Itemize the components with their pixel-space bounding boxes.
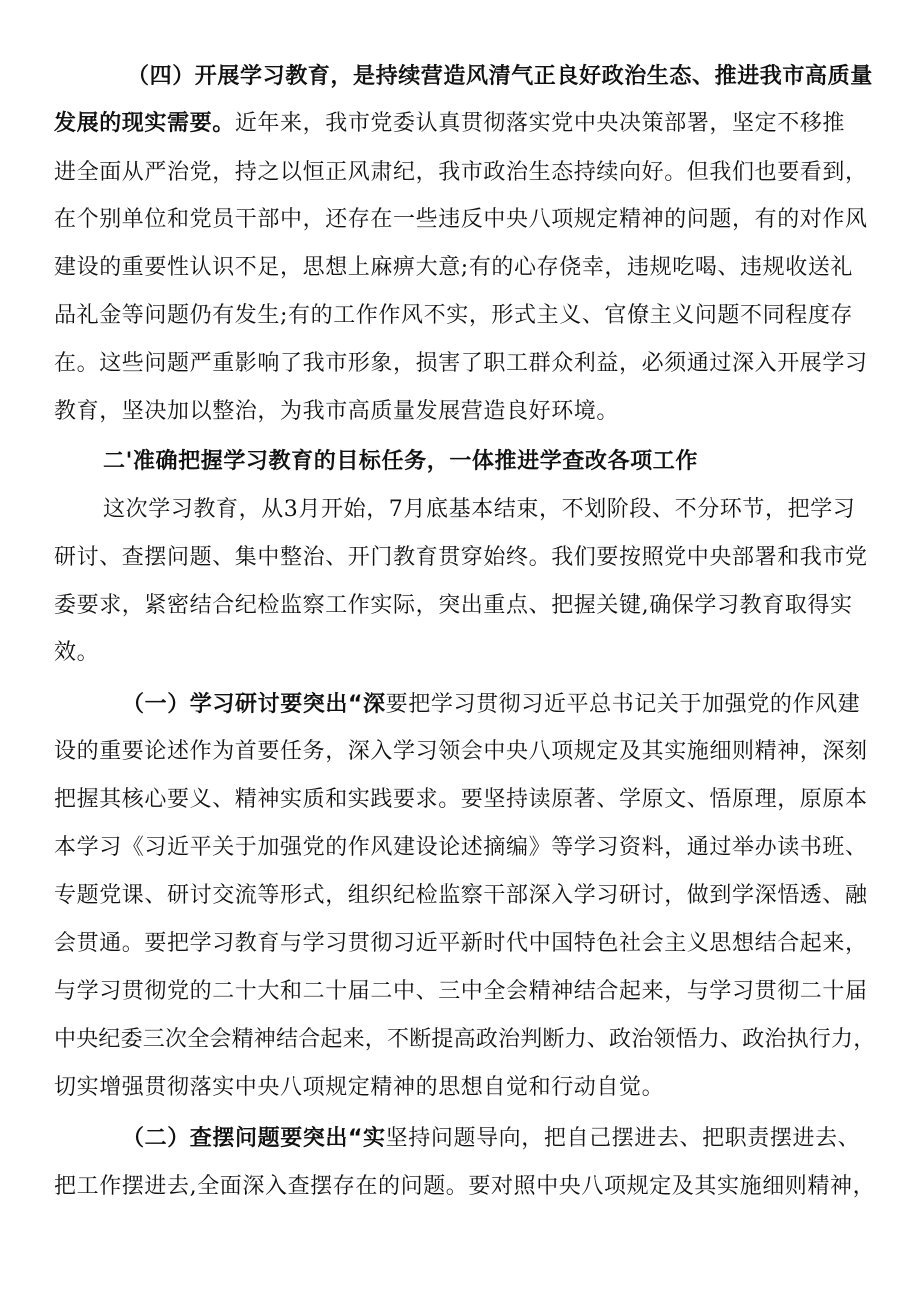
- section-2-line-1: 这次学习教育，从3月开始，7月底基本结束，不划阶段、不分环节，把学习: [103, 497, 856, 522]
- item-1-line-9: 切实增强贯彻落实中央八项规定精神的思想自觉和行动自觉。: [54, 1075, 665, 1100]
- section-2-line-4: 效。: [54, 640, 100, 665]
- item-1-line-4: 本学习《习近平关于加强党的作风建设论述摘编》等学习资料，通过举办读书班、: [54, 835, 868, 860]
- section-2-heading: 二'准确把握学习教育的目标任务，一体推进学查改各项工作: [103, 449, 698, 474]
- item-2-line-2: 把工作摆进去,全面深入查摆存在的问题。要对照中央八项规定及其实施细则精神，: [54, 1174, 876, 1199]
- item-2-line-1: [122, 1124, 860, 1154]
- item-1-line-6: 会贯通。要把学习教育与学习贯彻习近平新时代中国特色社会主义思想结合起来，: [54, 931, 868, 956]
- paragraph-4-text: 近年来，我市党委认真贯彻落实党中央决策部署，坚定不移推: [234, 111, 846, 136]
- section-2-line-2: 研讨、查摆问题、集中整治、开门教育贯穿始终。我们要按照党中央部署和我市党: [54, 545, 868, 570]
- paragraph-4-bold-heading-end: 发展的现实需要。: [54, 111, 235, 136]
- paragraph-4-line-2: [54, 109, 845, 139]
- item-2-bold-heading: （二）查摆问题要突出“实: [122, 1126, 386, 1151]
- paragraph-4-line-8: 教育，坚决加以整治，为我市高质量发展营造良好环境。: [54, 399, 620, 424]
- item-1-line-5: 专题党课、研讨交流等形式，组织纪检监察干部深入学习研讨，做到学深悟透、融: [54, 883, 868, 908]
- paragraph-4-line-3: 进全面从严治党，持之以恒正风肃纪，我市政治生态持续向好。但我们也要看到，: [54, 160, 868, 185]
- item-2-text: 坚持问题导向，把自己摆进去、把职责摆进去、: [385, 1126, 861, 1151]
- item-1-line-3: 把握其核心要义、精神实质和实践要求。要坚持读原著、学原文、悟原理，原原本: [54, 787, 868, 812]
- item-1-bold-heading: （一）学习研讨要突出“深: [122, 692, 386, 717]
- paragraph-4-line-7: 在。这些问题严重影响了我市形象，损害了职工群众利益，必须通过深入开展学习: [54, 351, 868, 376]
- item-1-line-7: 与学习贯彻党的二十大和二十届二中、三中全会精神结合起来，与学习贯彻二十届: [54, 979, 868, 1004]
- paragraph-4-line-4: 在个别单位和党员干部中，还存在一些违反中央八项规定精神的问题，有的对作风: [54, 207, 868, 232]
- item-1-line-8: 中央纪委三次全会精神结合起来，不断提高政治判断力、政治领悟力、政治执行力，: [54, 1027, 876, 1052]
- paragraph-4-bold-heading: （四）开展学习教育，是持续营造风清气正良好政治生态、推进我市高质量: [127, 64, 873, 89]
- paragraph-4-line-5: 建设的重要性认识不足，思想上麻痹大意;有的心存侥幸，违规吃喝、违规收送礼: [54, 255, 854, 280]
- item-1-line-1: [122, 690, 860, 720]
- section-2-line-3: 委要求，紧密结合纪检监察工作实际，突出重点、把握关键,确保学习教育取得实: [54, 593, 853, 618]
- item-1-line-2: 设的重要论述作为首要任务，深入学习领会中央八项规定及其实施细则精神，深刻: [54, 739, 868, 764]
- paragraph-4-line-6: 品礼金等问题仍有发生;有的工作作风不实，形式主义、官僚主义问题不同程度存: [54, 303, 854, 328]
- paragraph-4-line-1: [127, 62, 873, 92]
- item-1-text: 要把学习贯彻习近平总书记关于加强党的作风建: [385, 692, 861, 717]
